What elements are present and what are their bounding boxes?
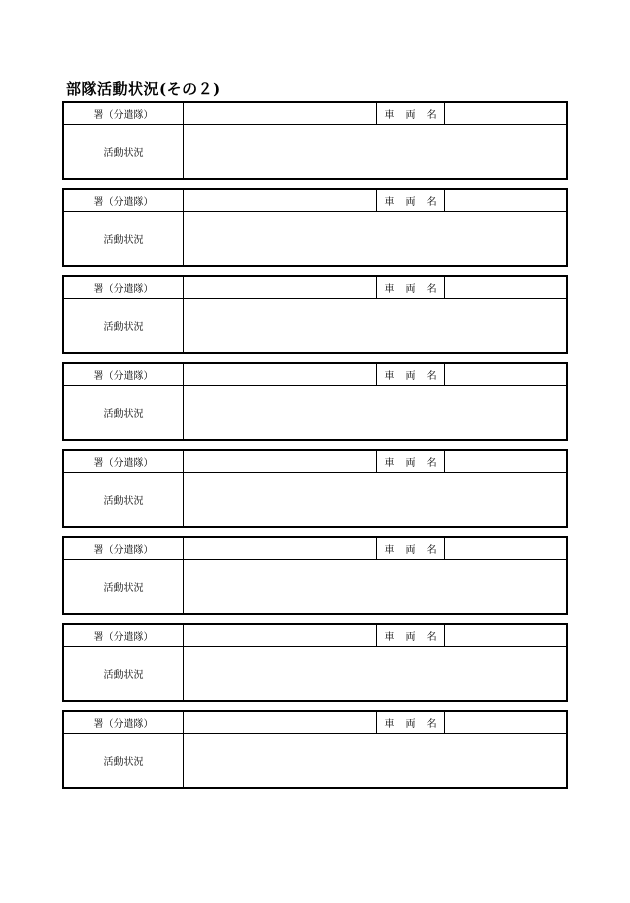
station-field[interactable]: [184, 277, 377, 299]
activity-status-label: 活動状況: [64, 212, 184, 265]
unit-activity-block: [62, 362, 568, 441]
station-label: 署（分遣隊）: [64, 538, 184, 560]
station-field[interactable]: [184, 364, 377, 386]
vehicle-name-label: 車 両 名: [377, 277, 445, 299]
unit-activity-block: [62, 710, 568, 789]
vehicle-name-label: 車 両 名: [377, 712, 445, 734]
vehicle-name-label: 車 両 名: [377, 538, 445, 560]
activity-status-label: 活動状況: [64, 473, 184, 526]
vehicle-name-field[interactable]: [445, 190, 566, 212]
activity-status-label: 活動状況: [64, 299, 184, 352]
unit-activity-block: [62, 449, 568, 528]
station-label: 署（分遣隊）: [64, 190, 184, 212]
station-field[interactable]: [184, 103, 377, 125]
activity-status-field[interactable]: [184, 560, 566, 613]
station-label: 署（分遣隊）: [64, 625, 184, 647]
station-label: 署（分遣隊）: [64, 712, 184, 734]
activity-status-field[interactable]: [184, 647, 566, 700]
station-field[interactable]: [184, 712, 377, 734]
vehicle-name-field[interactable]: [445, 364, 566, 386]
vehicle-name-field[interactable]: [445, 277, 566, 299]
activity-status-label: 活動状況: [64, 125, 184, 178]
vehicle-name-label: 車 両 名: [377, 103, 445, 125]
station-label: 署（分遣隊）: [64, 103, 184, 125]
station-field[interactable]: [184, 190, 377, 212]
vehicle-name-field[interactable]: [445, 103, 566, 125]
activity-status-label: 活動状況: [64, 734, 184, 787]
station-field[interactable]: [184, 625, 377, 647]
vehicle-name-label: 車 両 名: [377, 625, 445, 647]
activity-status-label: 活動状況: [64, 560, 184, 613]
unit-activity-block: [62, 275, 568, 354]
station-label: 署（分遣隊）: [64, 277, 184, 299]
unit-activity-block: [62, 101, 568, 180]
station-field[interactable]: [184, 538, 377, 560]
unit-activity-block: [62, 623, 568, 702]
vehicle-name-field[interactable]: [445, 538, 566, 560]
vehicle-name-label: 車 両 名: [377, 190, 445, 212]
vehicle-name-field[interactable]: [445, 625, 566, 647]
activity-report-forms: [62, 101, 568, 797]
activity-status-field[interactable]: [184, 473, 566, 526]
activity-status-field[interactable]: [184, 212, 566, 265]
activity-status-label: 活動状況: [64, 647, 184, 700]
activity-status-field[interactable]: [184, 125, 566, 178]
station-label: 署（分遣隊）: [64, 451, 184, 473]
station-label: 署（分遣隊）: [64, 364, 184, 386]
station-field[interactable]: [184, 451, 377, 473]
unit-activity-block: [62, 188, 568, 267]
activity-status-label: 活動状況: [64, 386, 184, 439]
vehicle-name-label: 車 両 名: [377, 451, 445, 473]
activity-status-field[interactable]: [184, 386, 566, 439]
vehicle-name-label: 車 両 名: [377, 364, 445, 386]
activity-status-field[interactable]: [184, 734, 566, 787]
vehicle-name-field[interactable]: [445, 712, 566, 734]
unit-activity-block: [62, 536, 568, 615]
vehicle-name-field[interactable]: [445, 451, 566, 473]
activity-status-field[interactable]: [184, 299, 566, 352]
page-title: 部隊活動状況(その２): [66, 80, 221, 98]
